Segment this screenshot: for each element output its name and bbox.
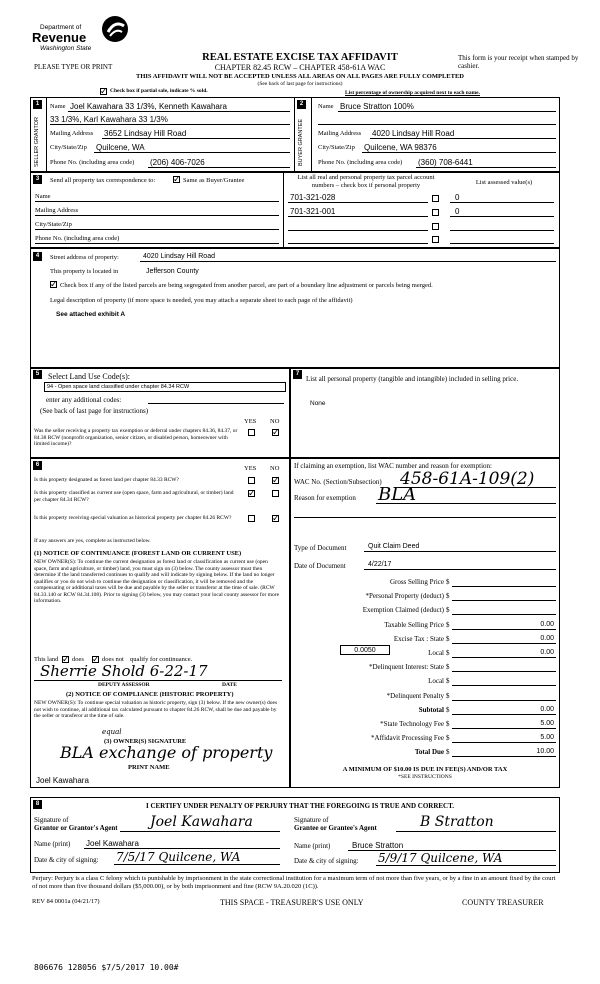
tax-row-dollar: $ [446, 734, 450, 742]
tax-row-label: *Delinquent Penalty [386, 692, 444, 700]
warning-text: THIS AFFIDAVIT WILL NOT BE ACCEPTED UNLESS ALL AREAS ON ALL PAGES ARE FULLY COMPLETED [136, 73, 464, 80]
compliance-text: NEW OWNER(S): To continue special valuation as historic property, sign (3) below. If the new owner(s) does not wish to continue, all additional tax calculated pursuant to chapter 84.26 RCW, shall be due and payable by the seller or transferor at the time of sale. [34, 700, 278, 719]
grantee-name[interactable]: Bruce Stratton [352, 841, 404, 850]
local-rate-value: 0.0050 [354, 647, 376, 654]
equal-note: equal [102, 728, 122, 736]
tax-row-label: Exemption Claimed (deduct) [362, 606, 444, 614]
seller-phone[interactable]: (206) 406-7026 [150, 158, 205, 167]
forest-q2-no[interactable] [272, 490, 279, 497]
forest-q3-no[interactable] [272, 515, 279, 522]
tax-row-dollar: $ [446, 663, 450, 671]
tax-row-label: Excise Tax : State [393, 635, 444, 643]
doc-date-value[interactable]: 4/22/17 [368, 561, 392, 568]
grantee-signature[interactable]: B Stratton [420, 814, 494, 830]
buyer-name-label: Name [318, 103, 334, 110]
corr-name-label: Name [35, 193, 51, 200]
forest-q3-yes[interactable] [248, 515, 255, 522]
grantor-date[interactable]: 7/5/17 Quilcene, WA [116, 850, 241, 864]
local-rate-box[interactable] [340, 645, 390, 655]
tax-row-dollar: $ [446, 706, 450, 714]
tax-row-label: *Affidavit Processing Fee [371, 734, 444, 742]
form-chapter: CHAPTER 82.45 RCW – CHAPTER 458-61A WAC [214, 63, 386, 72]
qualify-label: qualify for continuance. [130, 656, 193, 663]
deputy-date-label: DATE [222, 682, 237, 688]
doc-date-label: Date of Document [294, 562, 346, 570]
parcel-value-1[interactable]: 0 [455, 193, 460, 202]
this-land-label: This land [34, 656, 59, 663]
form-title: REAL ESTATE EXCISE TAX AFFIDAVIT [202, 52, 398, 63]
exemption-claim-label: If claiming an exemption, list WAC number and reason for exemption: [294, 462, 492, 470]
ownership-pct-label: List percentage of ownership acquired next to each name. [345, 90, 480, 96]
deferral-no-checkbox[interactable] [272, 429, 279, 436]
partial-sale-label: Check box if partial sale, indicate % sold. [110, 88, 208, 94]
tax-row-label: Gross Selling Price [389, 578, 444, 586]
deputy-assessor-label: DEPUTY ASSESSOR [98, 682, 150, 688]
tax-row-dollar: $ [446, 677, 450, 685]
county-value[interactable]: Jefferson County [146, 268, 199, 275]
tax-row-value[interactable]: 0.00 [540, 621, 554, 628]
located-label: This property is located in [50, 268, 119, 275]
tax-row-label: *State Technology Fee [380, 720, 444, 728]
agency-line1: Department of [40, 24, 82, 31]
forest-q2: Is this property classified as current use (open space, farm and agricultural, or timber) land per chapter 84.34 RCW? [34, 490, 234, 503]
tax-row-value[interactable]: 0.00 [540, 635, 554, 642]
parcel-4-personal-checkbox[interactable] [432, 236, 439, 243]
tax-row-label: Local [428, 677, 444, 685]
tax-row-label: *Personal Property (deduct) [365, 592, 444, 600]
corr-address-label: Mailing Address [35, 207, 79, 214]
wac-label: WAC No. (Section/Subsection) [294, 478, 382, 486]
legal-value[interactable]: See attached exhibit A [56, 311, 126, 318]
parcel-2-personal-checkbox[interactable] [432, 209, 439, 216]
street-value[interactable]: 4020 Lindsay Hill Road [143, 253, 215, 260]
section-1-badge: 1 [33, 100, 42, 109]
corr-phone-label: Phone No. (including area code) [35, 235, 120, 242]
segregated-label: Check box if any of the listed parcels are being segregated from another parcel, are part of a boundary line adjustment or parcels being merged. [60, 282, 433, 289]
agency-line3: Washington State [40, 45, 92, 52]
personal-property-value[interactable]: None [310, 400, 326, 407]
tax-row-label: Taxable Selling Price [384, 621, 444, 629]
buyer-city[interactable]: Quilcene, WA 98376 [364, 143, 437, 152]
parcel-number-1[interactable]: 701-321-028 [290, 193, 336, 202]
grantor-name-label: Name (print) [34, 840, 71, 848]
corr-city-label: City/State/Zip [35, 221, 72, 228]
section-5-badge: 5 [33, 370, 42, 379]
same-as-buyer-label: Same as Buyer/Grantee [183, 177, 245, 184]
section-4-badge: 4 [33, 252, 42, 261]
owner-signature[interactable]: BLA exchange of property [60, 743, 273, 762]
buyer-address[interactable]: 4020 Lindsay Hill Road [372, 129, 455, 138]
assessor-signature[interactable]: Sherrie Shold 6-22-17 [40, 662, 208, 680]
grantor-sig-label2: Grantor or Grantor's Agent [34, 824, 118, 832]
parcel-number-2[interactable]: 701-321-001 [290, 207, 336, 216]
seller-address-label: Mailing Address [50, 130, 94, 137]
land-use-see-back: (See back of last page for instructions) [40, 407, 149, 415]
additional-codes-label: enter any additional codes: [46, 396, 122, 404]
buyer-name[interactable]: Bruce Stratton 100% [340, 102, 414, 111]
print-name-label: PRINT NAME [128, 764, 170, 771]
section-7-badge: 7 [293, 370, 302, 379]
grantor-date-label: Date & city of signing: [34, 856, 99, 864]
reason-label: Reason for exemption [294, 494, 356, 502]
forest-no-header: NO [270, 465, 280, 472]
tax-row-dollar: $ [446, 635, 450, 643]
buyer-phone[interactable]: (360) 708-6441 [418, 158, 473, 167]
deferral-yes-checkbox[interactable] [248, 429, 255, 436]
parcel-value-2[interactable]: 0 [455, 207, 460, 216]
tax-row-dollar: $ [446, 748, 450, 756]
land-use-select[interactable] [44, 382, 286, 392]
buyer-city-label: City/State/Zip [318, 144, 355, 151]
tax-row-dollar: $ [446, 720, 450, 728]
segregated-checkbox[interactable] [50, 281, 57, 288]
forest-q1-no[interactable] [272, 477, 279, 484]
location-box [30, 248, 560, 368]
parcel-1-personal-checkbox[interactable] [432, 195, 439, 202]
recording-stamp: 806676 128056 $7/5/2017 10.00# [34, 963, 179, 972]
buyer-side-label: BUYER GRANTEE [298, 118, 304, 166]
seller-name-line2[interactable]: 33 1/3%, Karl Kawahara 33 1/3% [50, 115, 168, 124]
continuance-text: NEW OWNER(S): To continue the current designation as forest land or classification as current use (open space, farm and agriculture, or timber) land, you must sign on (3) below. The county assessor must then determine if the land transferred continues to qualify and will indicate by signing below. If the land no longer qualifies or you do not wish to continue the designation or classification, it will be removed and the compensating or additional taxes will be due and payable by the seller or transferor at the time of sale. (RCW 84.33.140 or RCW 84.34.108). Prior to signing (3) below, you may contact your local county assessor for more information. [34, 559, 280, 604]
reason-value[interactable]: BLA [378, 484, 417, 505]
same-as-buyer-checkbox[interactable] [173, 176, 180, 183]
forest-q1: Is this property designated as forest land per chapter 84.33 RCW? [34, 477, 179, 483]
county-treasurer-label: COUNTY TREASURER [462, 898, 544, 907]
compliance-title: (2) NOTICE OF COMPLIANCE (HISTORIC PROPERTY) [66, 691, 234, 698]
tax-row-label: *Delinquent Interest: State [368, 663, 444, 671]
dor-logo-mark-icon [100, 14, 130, 44]
agency-line2: Revenue [32, 30, 87, 45]
grantor-sig-label1: Signature of [34, 816, 69, 824]
tax-row-value[interactable]: 5.00 [540, 720, 554, 727]
assessed-header: List assessed value(s) [475, 179, 533, 186]
forest-yes-header: YES [244, 465, 257, 472]
certify-statement: I CERTIFY UNDER PENALTY OF PERJURY THAT THE FOREGOING IS TRUE AND CORRECT. [145, 802, 454, 810]
tax-row-label: Total Due [414, 748, 444, 756]
treasurer-space-label: THIS SPACE - TREASURER'S USE ONLY [220, 898, 364, 907]
seller-city[interactable]: Quilcene, WA [96, 143, 145, 152]
owner-signature-label: (3) OWNER(S) SIGNATURE [104, 738, 187, 745]
land-use-no-header: NO [270, 418, 280, 425]
wac-value[interactable]: 458-61A-109(2) [400, 469, 535, 489]
parcel-header: List all real and personal property tax parcel account numbers – check box if personal property [297, 174, 435, 189]
see-back-note: (See back of last page for instructions) [257, 81, 343, 87]
seller-name-label: Name [50, 103, 66, 110]
correspondence-label: Send all property tax correspondence to: [50, 177, 156, 184]
seller-city-label: City/State/Zip [50, 144, 87, 151]
partial-sale-checkbox[interactable] [100, 88, 107, 95]
land-use-label: Select Land Use Code(s): [48, 372, 130, 381]
tax-row-label: Subtotal [418, 706, 444, 714]
grantor-signature[interactable]: Joel Kawahara [150, 814, 253, 830]
seller-name-line1[interactable]: Joel Kawahara 33 1/3%, Kenneth Kawahara [70, 102, 227, 111]
grantee-sig-label1: Signature of [294, 816, 329, 824]
tax-row-label: Local [428, 649, 444, 657]
land-use-yes-header: YES [244, 418, 257, 425]
tax-row-dollar: $ [446, 692, 450, 700]
grantor-name[interactable]: Joel Kawahara [86, 839, 139, 848]
forest-q2-yes[interactable] [248, 490, 255, 497]
forest-q1-yes[interactable] [248, 477, 255, 484]
print-note: PLEASE TYPE OR PRINT [34, 63, 113, 71]
seller-address[interactable]: 3652 Lindsay Hill Road [104, 129, 187, 138]
tax-row-dollar: $ [446, 649, 450, 657]
minimum-note: A MINIMUM OF $10.00 IS DUE IN FEE(S) AND/OR TAX [342, 766, 508, 773]
land-use-code: 94 - Open space land classified under chapter 84.34 RCW [47, 384, 190, 390]
tax-row-dollar: $ [446, 606, 450, 614]
buyer-phone-label: Phone No. (including area code) [318, 159, 403, 166]
grantee-name-label: Name (print) [294, 842, 331, 850]
tax-row-dollar: $ [446, 578, 450, 586]
see-instructions-note: *SEE INSTRUCTIONS [398, 774, 452, 780]
does-not-label: does not [102, 656, 124, 663]
doc-type-label: Type of Document [294, 544, 347, 552]
seller-side-label: SELLER GRANTOR [34, 116, 40, 168]
exemption-deferral-question: Was the seller receiving a property tax exemption or deferral under chapters 84.36, 84.37, or 84.38 RCW (nonprofit organization, senior citizen, or disabled person, homeowner with limited income)? [34, 428, 238, 447]
grantee-sig-label2: Grantee or Grantee's Agent [294, 824, 377, 832]
tax-row-value[interactable]: 5.00 [540, 734, 554, 741]
grantee-date-label: Date & city of signing: [294, 857, 359, 865]
doc-type-value[interactable]: Quit Claim Deed [368, 543, 420, 550]
continuance-title: (1) NOTICE OF CONTINUANCE (FOREST LAND OR CURRENT USE) [34, 550, 242, 557]
if-yes-note: If any answers are yes, complete as instructed below. [34, 538, 151, 544]
legal-label: Legal description of property (if more space is needed, you may attach a separate sheet to each page of the affidavit) [50, 297, 353, 304]
forest-q3: Is this property receiving special valuation as historical property per chapter 84.26 RCW? [34, 515, 232, 521]
tax-row-dollar: $ [446, 592, 450, 600]
tax-row-dollar: $ [446, 621, 450, 629]
grantee-date[interactable]: 5/9/17 Quilcene, WA [378, 851, 503, 865]
section-8-badge: 8 [33, 800, 42, 809]
personal-property-label: List all personal property (tangible and intangible) included in selling price. [306, 375, 519, 383]
street-label: Street address of property: [50, 254, 119, 261]
seller-phone-label: Phone No. (including area code) [50, 159, 135, 166]
buyer-address-label: Mailing Address [318, 130, 362, 137]
rev-number: REV 84 0001a (04/21/17) [32, 898, 100, 905]
parcel-3-personal-checkbox[interactable] [432, 223, 439, 230]
print-name-value[interactable]: Joel Kawahara [36, 776, 89, 785]
receipt-note: This form is your receipt when stamped by cashier. [458, 54, 579, 70]
tax-row-value[interactable]: 0.00 [540, 706, 554, 713]
does-label: does [72, 656, 84, 663]
section-6-badge: 6 [33, 461, 42, 470]
perjury-note: Perjury: Perjury is a class C felony which is punishable by imprisonment in the state correctional institution for a maximum term of not more than five years, or by a fine in an amount fixed by the court of not more than five thousand dollars ($5,000.00), or by both imprisonment and fine (RCW 9A.20.020 (1C)). [32, 875, 556, 890]
section-3-badge: 3 [33, 175, 42, 184]
dor-logo [32, 14, 132, 56]
tax-row-value[interactable]: 0.00 [540, 649, 554, 656]
tax-row-value[interactable]: 10.00 [536, 748, 554, 755]
section-2-badge: 2 [297, 100, 306, 109]
